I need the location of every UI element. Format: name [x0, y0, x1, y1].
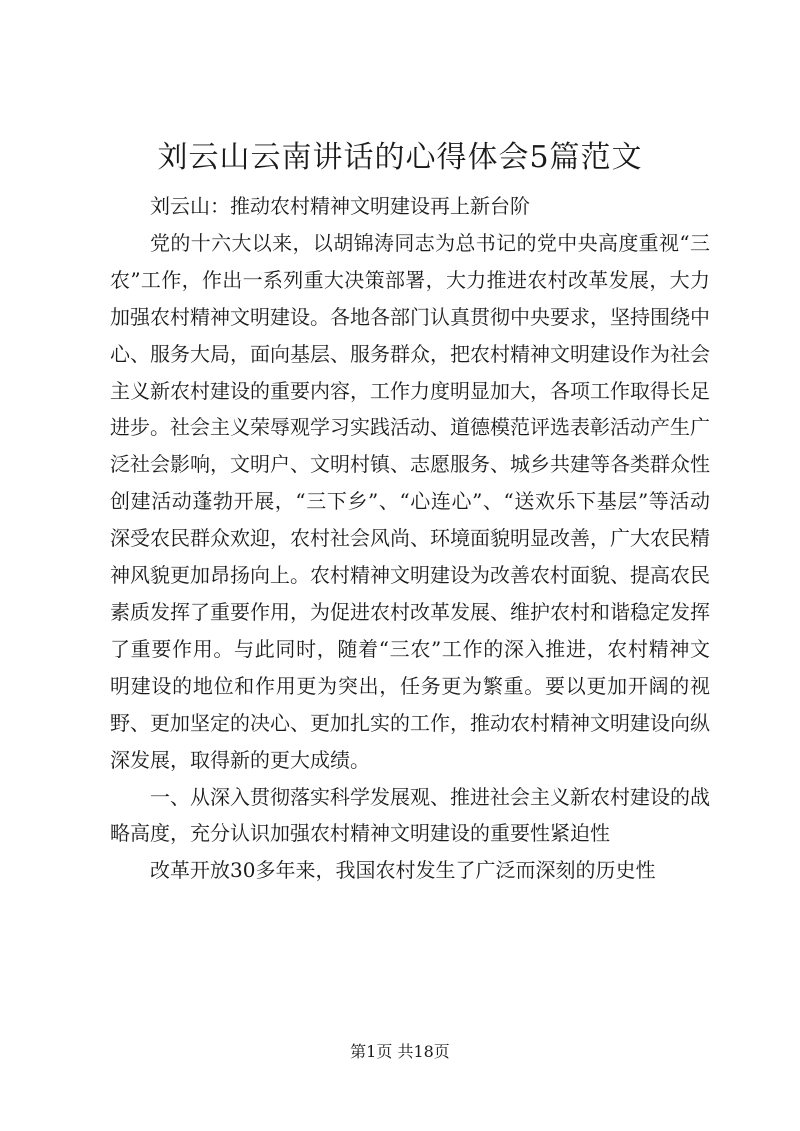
document-title: 刘云山云南讲话的心得体会5篇范文	[157, 140, 643, 175]
body-paragraph: 改革开放30多年来，我国农村发生了广泛而深刻的历史性	[150, 858, 656, 883]
page-number-footer: 第1页 共18页	[350, 1042, 450, 1061]
body-paragraph: 党的十六大以来，以胡锦涛同志为总书记的党中央高度重视“三农”工作，作出一系列重大决策部署，大力推进农村改革发展，大力加强农村精神文明建设。各地各部门认真贯彻中央要求，坚持围绕中心、服务大局，面向基层、服务群众，把农村精神文明建设作为社会主义新农村建设的重要内容，工作力度明显加大，各项工作取得长足进步。社会主义荣辱观学习实践活动、道德模范评选表彰活动产生广泛社会影响，文明户、文明村镇、志愿服务、城乡共建等各类群众性创建活动蓬勃开展，“三下乡”、“心连心”、“送欢乐下基层”等活动深受农民群众欢迎，农村社会风尚、环境面貌明显改善，广大农民精神风貌更加昂扬向上。农村精神文明建设为改善农村面貌、提高农民素质发挥了重要作用，为促进农村改革发展、维护农村和谐稳定发挥了重要作用。与此同时，随着“三农”工作的深入推进，农村精神文明建设的地位和作用更为突出，任务更为繁重。要以更加开阔的视野、更加坚定的决心、更加扎实的工作，推动农村精神文明建设向纵深发展，取得新的更大成绩。	[110, 230, 710, 772]
subtitle-paragraph: 刘云山：推动农村精神文明建设再上新台阶	[150, 194, 530, 218]
section-heading-paragraph: 一、从深入贯彻落实科学发展观、推进社会主义新农村建设的战略高度，充分认识加强农村精神文明建设的重要性紧迫性	[110, 784, 710, 846]
document-body	[110, 188, 710, 889]
